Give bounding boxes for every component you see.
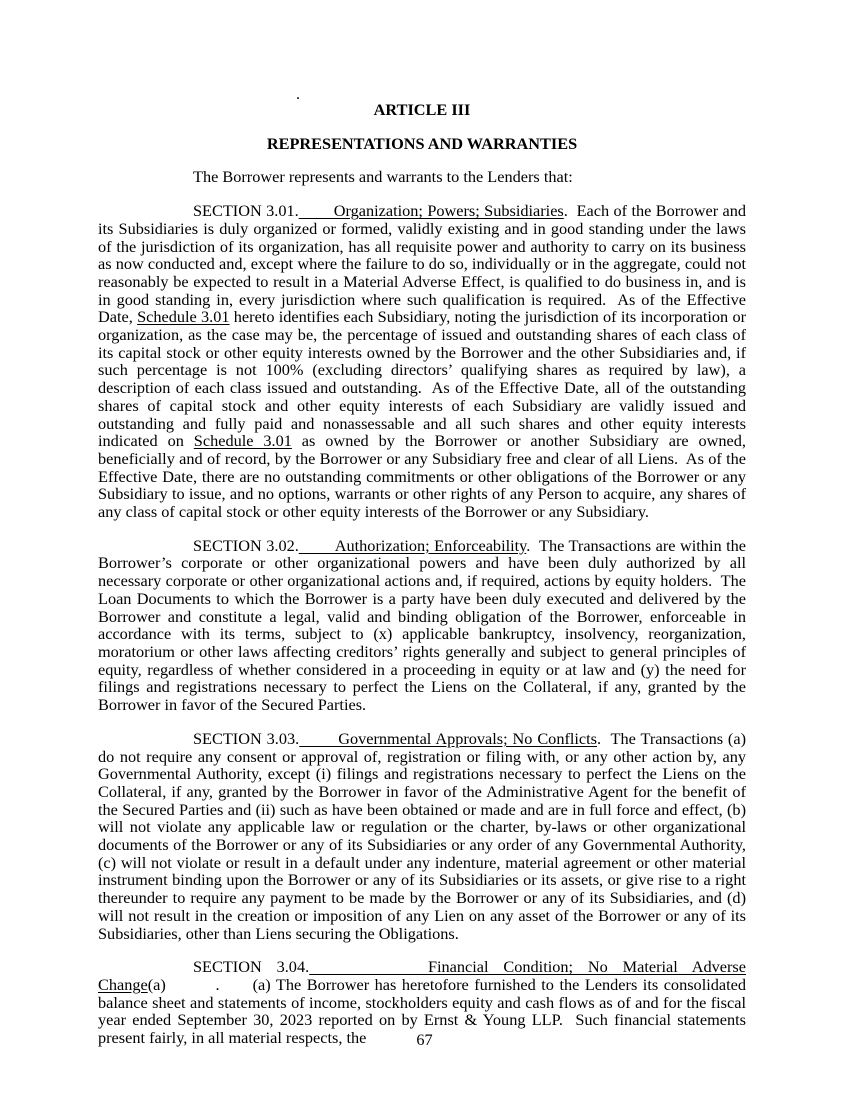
section-3-01-paragraph — [98, 202, 746, 521]
page-number: 67 — [416, 1030, 433, 1049]
article-heading: ARTICLE III — [373, 100, 471, 119]
text-run: SECTION 3.01. — [193, 201, 299, 221]
underlined-run: Authorization; Enforceability — [298, 535, 527, 555]
section-3-03-paragraph — [98, 730, 746, 942]
text-run: . Each of the Borrower and its Subsidiaries is duly organized or formed, validly existing and in good standing under the laws of the jurisdiction of its organization, has all requisite power and authority to carry on its business as now conducted and, except where the failure to do so, individually or in the aggregate, could not reasonably be expected to result in a Material Adverse Effect, is qualified to do business in, and is in good standing in, every jurisdiction where such qualification is required. As of the Effective Date, — [98, 201, 747, 327]
text-run: SECTION 3.04. — [193, 957, 310, 977]
stray-mark: . — [296, 86, 300, 103]
underlined-run: Schedule 3.01 — [137, 307, 230, 327]
text-run: . The Transactions are within the Borrower’s corporate or other organizational powers and have been duly authorized by all necessary corporate or other organizational actions and, if required, actions by equity holders. The Loan Documents to which the Borrower is a party have been duly executed and delivered by the Borrower and constitute a legal, valid and binding obligation of the Borrower, enforceable in accordance with its terms, subject to (x) applicable bankruptcy, insolvency, reorganization, moratorium or other laws affecting creditors’ rights generally and subject to general principles of equity, regardless of whether considered in a proceeding in equity or at law and (y) the need for filings and registrations necessary to perfect the Liens on the Collateral, if any, granted by the Borrower in favor of the Secured Parties. — [98, 535, 746, 715]
text-run: (a) . (a) The Borrower has heretofore furnished to the Lenders its consolidated balance sheet and statements of income, stockholders equity and cash flows as of and for the fiscal year ended September 30, 2023 reported on by Ernst & Young LLP. Such financial statements present fairly, in all material respects, the — [98, 974, 746, 1048]
text-run: as owned by the Borrower or another Subsidiary are owned, beneficially and of record, by the Borrower or any Subsidiary free and clear of all Liens. As of the Effective Date, there are no outstanding commitments or other obligations of the Borrower or any Subsidiary to issue, and no options, warrants or other rights of any Person to acquire, any shares of any class of capital stock or other equity interests of the Borrower or any Subsidiary. — [98, 431, 746, 522]
underlined-run: Schedule 3.01 — [193, 431, 292, 451]
underlined-run: Governmental Approvals; No Conflicts — [299, 728, 598, 748]
article-title: REPRESENTATIONS AND WARRANTIES — [266, 133, 578, 153]
underlined-run: Financial Condition; No Material Adverse Change — [98, 957, 746, 994]
text-run: SECTION 3.02. — [193, 535, 299, 555]
page-content — [98, 101, 746, 1047]
section-3-02-paragraph — [98, 537, 746, 714]
text-run: . The Transactions (a) do not require any consent or approval of, registration or filing with, or any other action by, any Governmental Authority, except (i) filings and registrations necessary to perfect the Liens on the Collateral, if any, granted by the Borrower in favor of the Administrative Agent for the benefit of the Secured Parties and (ii) such as have been obtained or made and are in full force and effect, (b) will not violate any applicable law or regulation or the charter, by-laws or other organizational documents of the Borrower or any of its Subsidiaries or any order of any Governmental Authority, (c) will not violate or result in a default under any indenture, material agreement or other material instrument binding upon the Borrower or any of its Subsidiaries or its assets, or give rise to a right thereunder to require any payment to be made by the Borrower or any of its Subsidiaries, and (d) will not result in the creation or imposition of any Lien on any asset of the Borrower or any of its Subsidiaries, other than Liens securing the Obligations. — [98, 728, 747, 943]
underlined-run: Organization; Powers; Subsidiaries — [298, 201, 564, 221]
text-run: SECTION 3.03. — [193, 728, 300, 748]
text-run: hereto identifies each Subsidiary, noting the jurisdiction of its incorporation or organization, as the case may be, the percentage of issued and outstanding shares of each class of its capital stock or other equity interests owned by the Borrower and the other Subsidiaries and, if such percentage is not 100% (excluding directors’ qualifying shares as required by law), a description of each class issued and outstanding. As of the Effective Date, all of the outstanding shares of capital stock and other equity interests of each Subsidiary are validly issued and outstanding and fully paid and nonassessable and all such shares and other equity interests indicated on — [98, 307, 747, 451]
intro-paragraph: The Borrower represents and warrants to the Lenders that: — [193, 167, 573, 187]
